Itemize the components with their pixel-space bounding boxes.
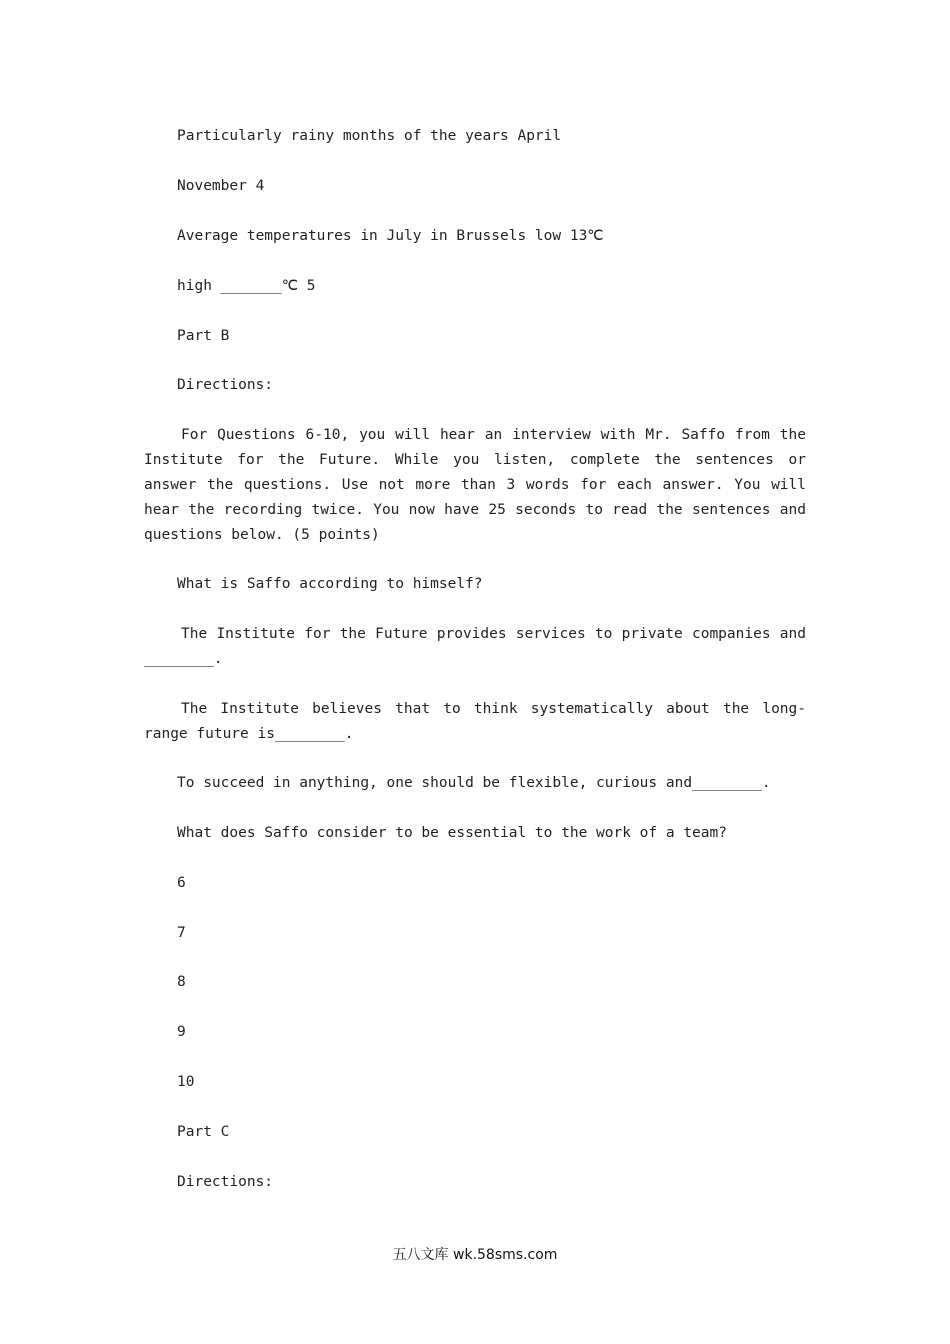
question-team: What does Saffo consider to be essential to the work of a team? bbox=[177, 825, 727, 841]
text-november: November 4 bbox=[177, 178, 265, 194]
paragraph-directions-b: For Questions 6-10, you will hear an interview with Mr. Saffo from the Institute for the Future. While you listen, complete the sentences or answer the questions. Use not more than 3 words for each answer. You will hear the recording twice. You now have 25 seconds to read the sentences and questions below. (5 points) bbox=[144, 427, 806, 543]
footer-watermark: 五八文库 wk.58sms.com bbox=[392, 1247, 558, 1263]
question-institute-believes: The Institute believes that to think systematically about the long-range future is________. bbox=[144, 701, 806, 742]
question-saffo: What is Saffo according to himself? bbox=[177, 576, 483, 592]
text-high-temperature: high _______℃ 5 bbox=[177, 278, 316, 294]
text-average-temperatures: Average temperatures in July in Brussels low 13℃ bbox=[177, 228, 604, 244]
text-rainy-months: Particularly rainy months of the years April bbox=[177, 128, 562, 144]
question-institute-services: The Institute for the Future provides services to private companies and ________. bbox=[144, 626, 806, 667]
heading-directions-c: Directions: bbox=[177, 1174, 274, 1190]
answer-number-6: 6 bbox=[177, 875, 186, 891]
answer-number-7: 7 bbox=[177, 925, 186, 941]
heading-directions-b: Directions: bbox=[177, 377, 274, 393]
heading-part-c: Part C bbox=[177, 1124, 230, 1140]
answer-number-8: 8 bbox=[177, 974, 186, 990]
heading-part-b: Part B bbox=[177, 328, 230, 344]
answer-number-9: 9 bbox=[177, 1024, 186, 1040]
answer-number-10: 10 bbox=[177, 1074, 195, 1090]
question-succeed: To succeed in anything, one should be flexible, curious and________. bbox=[177, 775, 771, 791]
